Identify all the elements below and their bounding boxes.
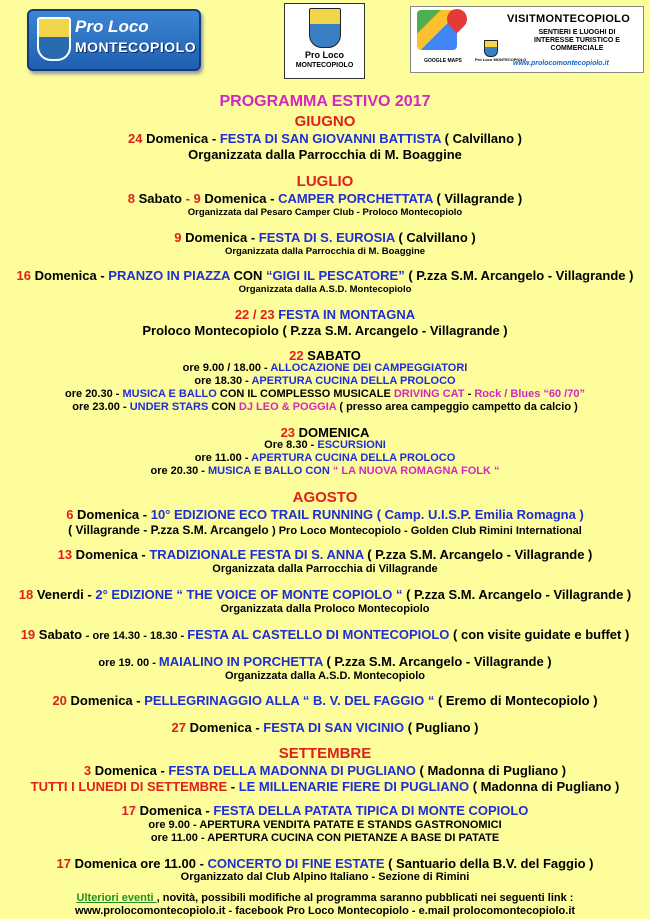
schedule-time: ore 11.00 - [194, 452, 252, 464]
schedule-time: ore 20.30 - [65, 388, 123, 400]
event-day: Domenica - [136, 803, 214, 818]
visit-title: VISITMONTECOPIOLO [507, 13, 631, 25]
month-luglio: LUGLIO [296, 173, 354, 190]
event-line [0, 230, 650, 245]
event-place: ( Villagrande ) [432, 191, 523, 206]
event-day: Sabato [135, 191, 186, 206]
event-title: 10° EDIZIONE ECO TRAIL RUNNING ( Camp. U.I.S.P. Emilia Romagna ) [150, 507, 584, 522]
header [0, 0, 650, 80]
event-date: 9 [193, 191, 201, 206]
event-day: Domenica - [31, 268, 109, 283]
event-line [0, 425, 650, 440]
event-title: PRANZO IN PIAZZA [108, 268, 230, 283]
event-partners: ) Pro Loco Montecopiolo - Golden Club Rimini International [272, 525, 582, 537]
more-events-link[interactable]: Ulteriori eventi [76, 892, 157, 904]
schedule-line [0, 452, 650, 464]
event-place: ( Santuario della B.V. del Faggio ) [384, 856, 594, 871]
schedule-genre: Rock / Blues “60 /70” [474, 388, 585, 400]
event-organizer: Organizzato dal Club Alpino Italiano - Sezione di Rimini [180, 871, 470, 883]
schedule-line: ore 9.00 - APERTURA VENDITA PATATE E STANDS GASTRONOMICI [148, 819, 502, 831]
event-line [0, 856, 650, 871]
event-place: ( Madonna di Pugliano ) [415, 763, 567, 778]
event-day: Domenica - [181, 230, 259, 245]
event-date: 13 [57, 547, 73, 562]
event-day: Domenica - [185, 720, 264, 735]
event-line [0, 627, 650, 642]
schedule-title: MUSICA E BALLO [122, 388, 217, 400]
event-place: ( Calvillano ) [441, 131, 522, 146]
event-title: FESTA IN MONTAGNA [274, 307, 416, 322]
event-organizer: Proloco Montecopiolo ( P.zza S.M. Arcangelo - Villagrande ) [142, 323, 508, 338]
crest-icon [37, 17, 71, 61]
schedule-place: ( presso area campeggio campetto da calcio ) [336, 401, 578, 413]
schedule-line [0, 388, 650, 400]
event-date: 27 [171, 720, 186, 735]
event-place: ( P.zza S.M. Arcangelo - Villagrande ) [404, 268, 634, 283]
event-line [0, 803, 650, 818]
event-place: ( P.zza S.M. Arcangelo - Villagrande ) [363, 547, 593, 562]
event-day: Domenica - [66, 693, 145, 708]
event-title: FESTA DI SAN GIOVANNI BATTISTA [219, 131, 442, 146]
event-time: ore 19. 00 - [98, 657, 159, 669]
event-line [0, 348, 650, 363]
event-day: Venerdi - [33, 587, 96, 602]
logo-center-text-1: Pro Loco [304, 50, 344, 60]
event-title: 2° EDIZIONE “ THE VOICE OF MONTE COPIOLO “ [95, 587, 403, 602]
month-agosto: AGOSTO [292, 489, 358, 506]
schedule-title: APERTURA CUCINA DELLA PROLOCO [251, 452, 456, 464]
event-title: LE MILLENARIE FIERE DI PUGLIANO [238, 779, 470, 794]
logo-text-2: MONTECOPIOLO [75, 39, 197, 55]
event-date: 18 [18, 587, 34, 602]
page-title: PROGRAMMA ESTIVO 2017 [219, 93, 431, 110]
schedule-line [0, 362, 650, 374]
event-organizer: Organizzata dalla Proloco Montecopiolo [220, 603, 430, 615]
crest-icon [309, 8, 341, 48]
proloco-logo-left [27, 9, 201, 71]
event-day: DOMENICA [295, 425, 370, 440]
event-place: ( Pugliano ) [404, 720, 479, 735]
schedule-line [0, 401, 650, 413]
event-title: FESTA DELLA MADONNA DI PUGLIANO [168, 763, 416, 778]
schedule-time: ore 9.00 / 18.00 - [182, 362, 271, 374]
schedule-title: UNDER STARS [129, 401, 209, 413]
schedule-line [0, 439, 650, 451]
event-date: 17 [56, 856, 71, 871]
event-title: CAMPER PORCHETTATA [278, 191, 433, 206]
schedule-connector: CON [208, 401, 239, 413]
schedule-time: ore 23.00 - [72, 401, 130, 413]
event-connector: CON [229, 268, 266, 283]
crest-icon [484, 40, 498, 57]
logo-text-1: Pro Loco [75, 17, 149, 36]
event-time: - ore 14.30 - 18.30 - [85, 630, 188, 642]
event-organizer [0, 523, 650, 537]
event-day: Sabato [35, 627, 86, 642]
schedule-title: MUSICA E BALLO CON [207, 465, 330, 477]
schedule-connector: CON IL COMPLESSO MUSICALE [216, 388, 394, 400]
event-line [0, 547, 650, 562]
event-date: 22 [289, 348, 304, 363]
month-settembre: SETTEMBRE [278, 745, 372, 762]
event-place: ( Calvillano ) [394, 230, 476, 245]
event-title: PELLEGRINAGGIO ALLA “ B. V. DEL FAGGIO “ [144, 693, 435, 708]
visit-url[interactable]: www.prolocomontecopiolo.it [513, 60, 609, 67]
event-place: ( P.zza S.M. Arcangelo - Villagrande ) [402, 587, 632, 602]
event-place: ( P.zza S.M. Arcangelo - Villagrande ) [322, 654, 552, 669]
event-date: 16 [16, 268, 31, 283]
event-title: FESTA AL CASTELLO DI MONTECOPIOLO [187, 627, 450, 642]
schedule-time: ore 18.30 - [194, 375, 252, 387]
event-title: FESTA DELLA PATATA TIPICA DI MONTE COPIOLO [213, 803, 529, 818]
event-line [0, 131, 650, 146]
event-dash: - [227, 779, 239, 794]
event-date: 8 [127, 191, 136, 206]
event-day: SABATO [303, 348, 361, 363]
event-date: 9 [174, 230, 182, 245]
footer-note [0, 892, 650, 904]
schedule-line [0, 465, 650, 477]
schedule-time: Ore 8.30 - [264, 439, 318, 451]
event-line [0, 307, 650, 322]
event-date: 6 [66, 507, 74, 522]
visit-subtitle: SENTIERI E LUOGHI DI INTERESSE TURISTICO E COMMERCIALE [534, 29, 620, 52]
event-organizer: Organizzata dalla A.S.D. Montecopiolo [224, 670, 426, 682]
event-day: Domenica - [72, 547, 150, 562]
event-day: Domenica - [146, 131, 220, 146]
event-day: Domenica - [73, 507, 151, 522]
event-date: 20 [52, 693, 67, 708]
schedule-guest: “ LA NUOVA ROMAGNA FOLK “ [329, 465, 500, 477]
event-organizer: Organizzata dal Pesaro Camper Club - Proloco Montecopiolo [187, 207, 463, 218]
event-title: MAIALINO IN PORCHETTA [158, 654, 323, 669]
event-organizer: Organizzata dalla Parrocchia di M. Boaggine [188, 147, 462, 162]
schedule-line: ore 11.00 - APERTURA CUCINA CON PIETANZE A BASE DI PATATE [150, 832, 500, 844]
event-line [0, 693, 650, 708]
event-date: 17 [121, 803, 137, 818]
event-line [0, 779, 650, 794]
event-line [0, 587, 650, 602]
schedule-title: APERTURA CUCINA DELLA PROLOCO [251, 375, 456, 387]
event-title: FESTA DI S. EUROSIA [258, 230, 395, 245]
event-title: TRADIZIONALE FESTA DI S. ANNA [149, 547, 364, 562]
schedule-line [0, 375, 650, 387]
schedule-guest: DRIVING CAT [393, 388, 465, 400]
footer-links[interactable]: www.prolocomontecopiolo.it - facebook Pro Loco Montecopiolo - e.mail prolocomontecopiolo.it [74, 905, 576, 917]
event-title: FESTA DI SAN VICINIO [263, 720, 405, 735]
event-line [0, 763, 650, 778]
event-date: 23 [280, 425, 296, 440]
schedule-connector: - [464, 388, 475, 400]
event-dash: - [185, 191, 194, 206]
event-title: CONCERTO DI FINE ESTATE [207, 856, 385, 871]
event-line [0, 507, 650, 522]
visitmontecopiolo-logo [410, 6, 644, 73]
event-date: 19 [20, 627, 36, 642]
event-organizer: Organizzata dalla A.S.D. Montecopiolo [238, 284, 412, 295]
maps-label: GOOGLE MAPS [424, 58, 462, 64]
event-day: Domenica - [200, 191, 279, 206]
event-line [0, 720, 650, 735]
schedule-guest: DJ LEO & POGGIA [238, 401, 337, 413]
event-line [0, 654, 650, 669]
schedule-title: ALLOCAZIONE DEI CAMPEGGIATORI [270, 362, 468, 374]
event-organizer: Organizzata dalla Parrocchia di Villagrande [212, 563, 438, 575]
schedule-title: ESCURSIONI [317, 439, 386, 451]
event-place: ( Villagrande - P.zza S.M. Arcangelo [68, 523, 272, 537]
mini-crest-label: Pro Loco MONTECOPIOLO [475, 57, 527, 62]
proloco-logo-center [284, 3, 365, 79]
event-organizer: Organizzata dalla Parrocchia di M. Boaggine [224, 246, 426, 257]
event-guest: “GIGI IL PESCATORE” [266, 268, 405, 283]
footer-note-text: , novità, possibili modifiche al programma saranno pubblicati nei seguenti link : [156, 892, 574, 904]
event-place: ( con visite guidate e buffet ) [449, 627, 630, 642]
event-line [0, 191, 650, 206]
event-date: TUTTI I LUNEDI DI SETTEMBRE [30, 779, 228, 794]
event-date: 22 / 23 [234, 307, 275, 322]
event-day: Domenica ore 11.00 - [70, 856, 208, 871]
schedule-time: ore 20.30 - [150, 465, 208, 477]
event-date: 3 [83, 763, 92, 778]
logo-center-text-2: MONTECOPIOLO [295, 62, 354, 69]
event-date: 24 [128, 131, 143, 146]
event-place: ( Eremo di Montecopiolo ) [434, 693, 598, 708]
event-day: Domenica - [91, 763, 169, 778]
event-place: ( Madonna di Pugliano ) [469, 779, 620, 794]
event-line [0, 268, 650, 283]
month-giugno: GIUGNO [294, 113, 356, 130]
